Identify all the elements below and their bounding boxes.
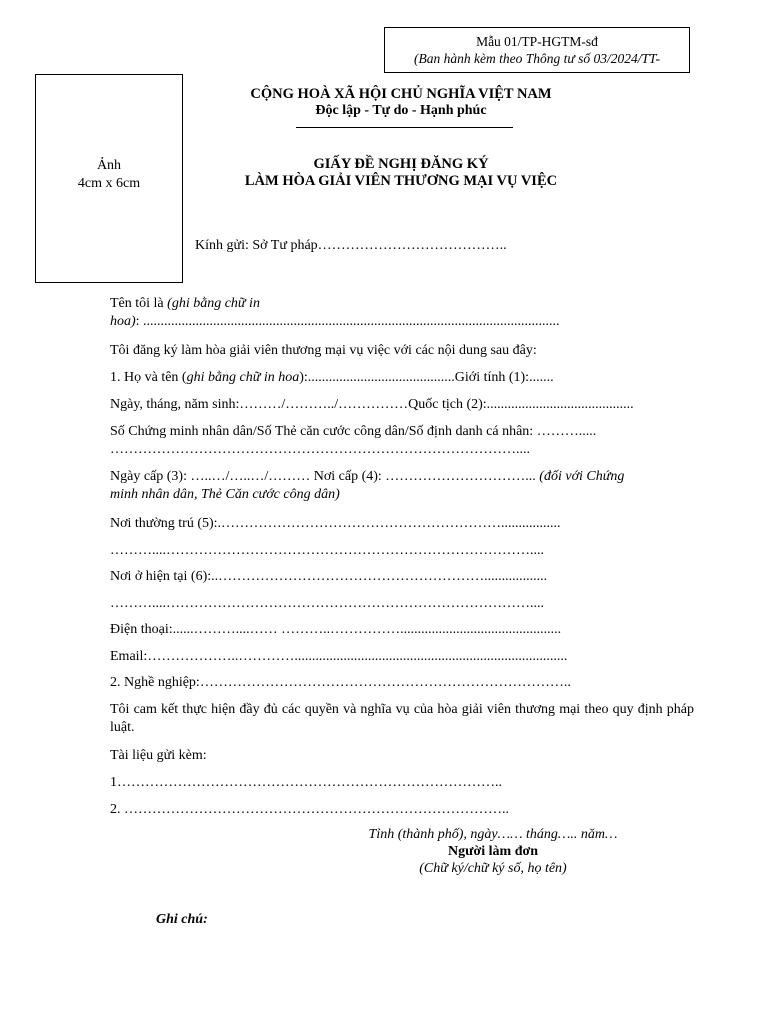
signature-hint	[340, 860, 646, 878]
full-name-label: 1. Họ và tên (	[110, 370, 187, 385]
recipient-line: Kính gửi: Sở Tư pháp…………………………………..	[195, 238, 507, 253]
intro-text: Tôi đăng ký làm hòa giải viên thương mại vụ việc với các nội dung sau đây:	[110, 343, 537, 358]
dob-nationality-field: Ngày, tháng, năm sinh:………/………../……………Quốc tịch (2):..........................................	[110, 397, 634, 412]
issue-hint-end: minh nhân dân, Thẻ Căn cước công dân)	[110, 487, 340, 502]
name-label: Tên tôi là	[110, 296, 168, 311]
note-label: Ghi chú:	[156, 912, 208, 927]
place-date-text: Tỉnh (thành phố), ngày…… tháng….. năm…	[368, 827, 618, 842]
attachments-title: Tài liệu gửi kèm:	[110, 748, 207, 763]
permanent-address-label: Nơi thường trú (5):.…………………………………………………….................	[110, 516, 561, 531]
issue-date-place-field	[110, 468, 694, 504]
issuing-circular: (Ban hành kèm theo Thông tư số 03/2024/TT-	[414, 51, 660, 66]
document-title-line2: LÀM HÒA GIẢI VIÊN THƯƠNG MẠI VỤ VIỆC	[244, 173, 558, 189]
permanent-address-dots: ………....……………………………………………………………………....	[110, 543, 544, 558]
applicant-name-line	[110, 295, 694, 331]
motto-underline	[296, 127, 513, 128]
place-date	[340, 826, 646, 844]
permanent-address-field	[110, 515, 694, 560]
name-hint-end: hoa)	[110, 314, 136, 329]
full-name-hint: ghi bằng chữ in hoa	[186, 370, 300, 385]
photo-label: Ảnh	[96, 158, 122, 173]
current-address-label: Nơi ở hiện tại (6):..…………………………………………………..................	[110, 569, 548, 584]
attachment-line-2: 2. ………………………………………………………………………..	[110, 802, 509, 817]
signer-title: Người làm đơn	[447, 844, 539, 859]
name-dots: : .......................................................................................................................	[135, 314, 560, 329]
current-address-dots: ………....……………………………………………………………………....	[110, 596, 544, 611]
document-title-line1: GIẤY ĐỀ NGHỊ ĐĂNG KÝ	[313, 156, 489, 172]
issue-hint: (đối với Chứng	[539, 469, 625, 484]
occupation-field: 2. Nghề nghiệp:……………………………………………………………………..	[110, 675, 571, 690]
commitment-text: Tôi cam kết thực hiện đầy đủ các quyền và nghĩa vụ của hòa giải viên thương mại theo quy định pháp luật.	[110, 702, 694, 735]
photo-placeholder	[35, 74, 183, 283]
national-motto: Độc lập - Tự do - Hạnh phúc	[315, 103, 487, 118]
current-address-field	[110, 568, 694, 613]
form-code-box	[384, 27, 690, 73]
national-title: CỘNG HOÀ XÃ HỘI CHỦ NGHĨA VIỆT NAM	[250, 86, 552, 102]
id-number-dots: ……………………………………………………………………………....	[110, 442, 530, 457]
name-hint: (ghi bằng chữ in	[167, 296, 260, 311]
full-name-field	[110, 369, 694, 387]
form-code: Mẫu 01/TP-HGTM-sđ	[476, 34, 598, 49]
attachment-line-1: 1………………………………………………………………………..	[110, 775, 502, 790]
id-number-field	[110, 423, 694, 459]
photo-size: 4cm x 6cm	[77, 176, 141, 191]
email-field: Email:………………..…………..............................................................................	[110, 649, 568, 664]
issue-date-place-label: Ngày cấp (3): …..…/…..…/……… Nơi cấp (4): …………………………...	[110, 469, 540, 484]
phone-field: Điện thoại:......………....…… ………..……………..............................................	[110, 622, 562, 637]
id-number-label: Số Chứng minh nhân dân/Số Thẻ căn cước công dân/Số định danh cá nhân: ……….....	[110, 424, 597, 439]
signature-hint-text: (Chữ ký/chữ ký số, họ tên)	[419, 861, 567, 876]
gender-field: ):..........................................Giới tính (1):.......	[299, 370, 554, 385]
